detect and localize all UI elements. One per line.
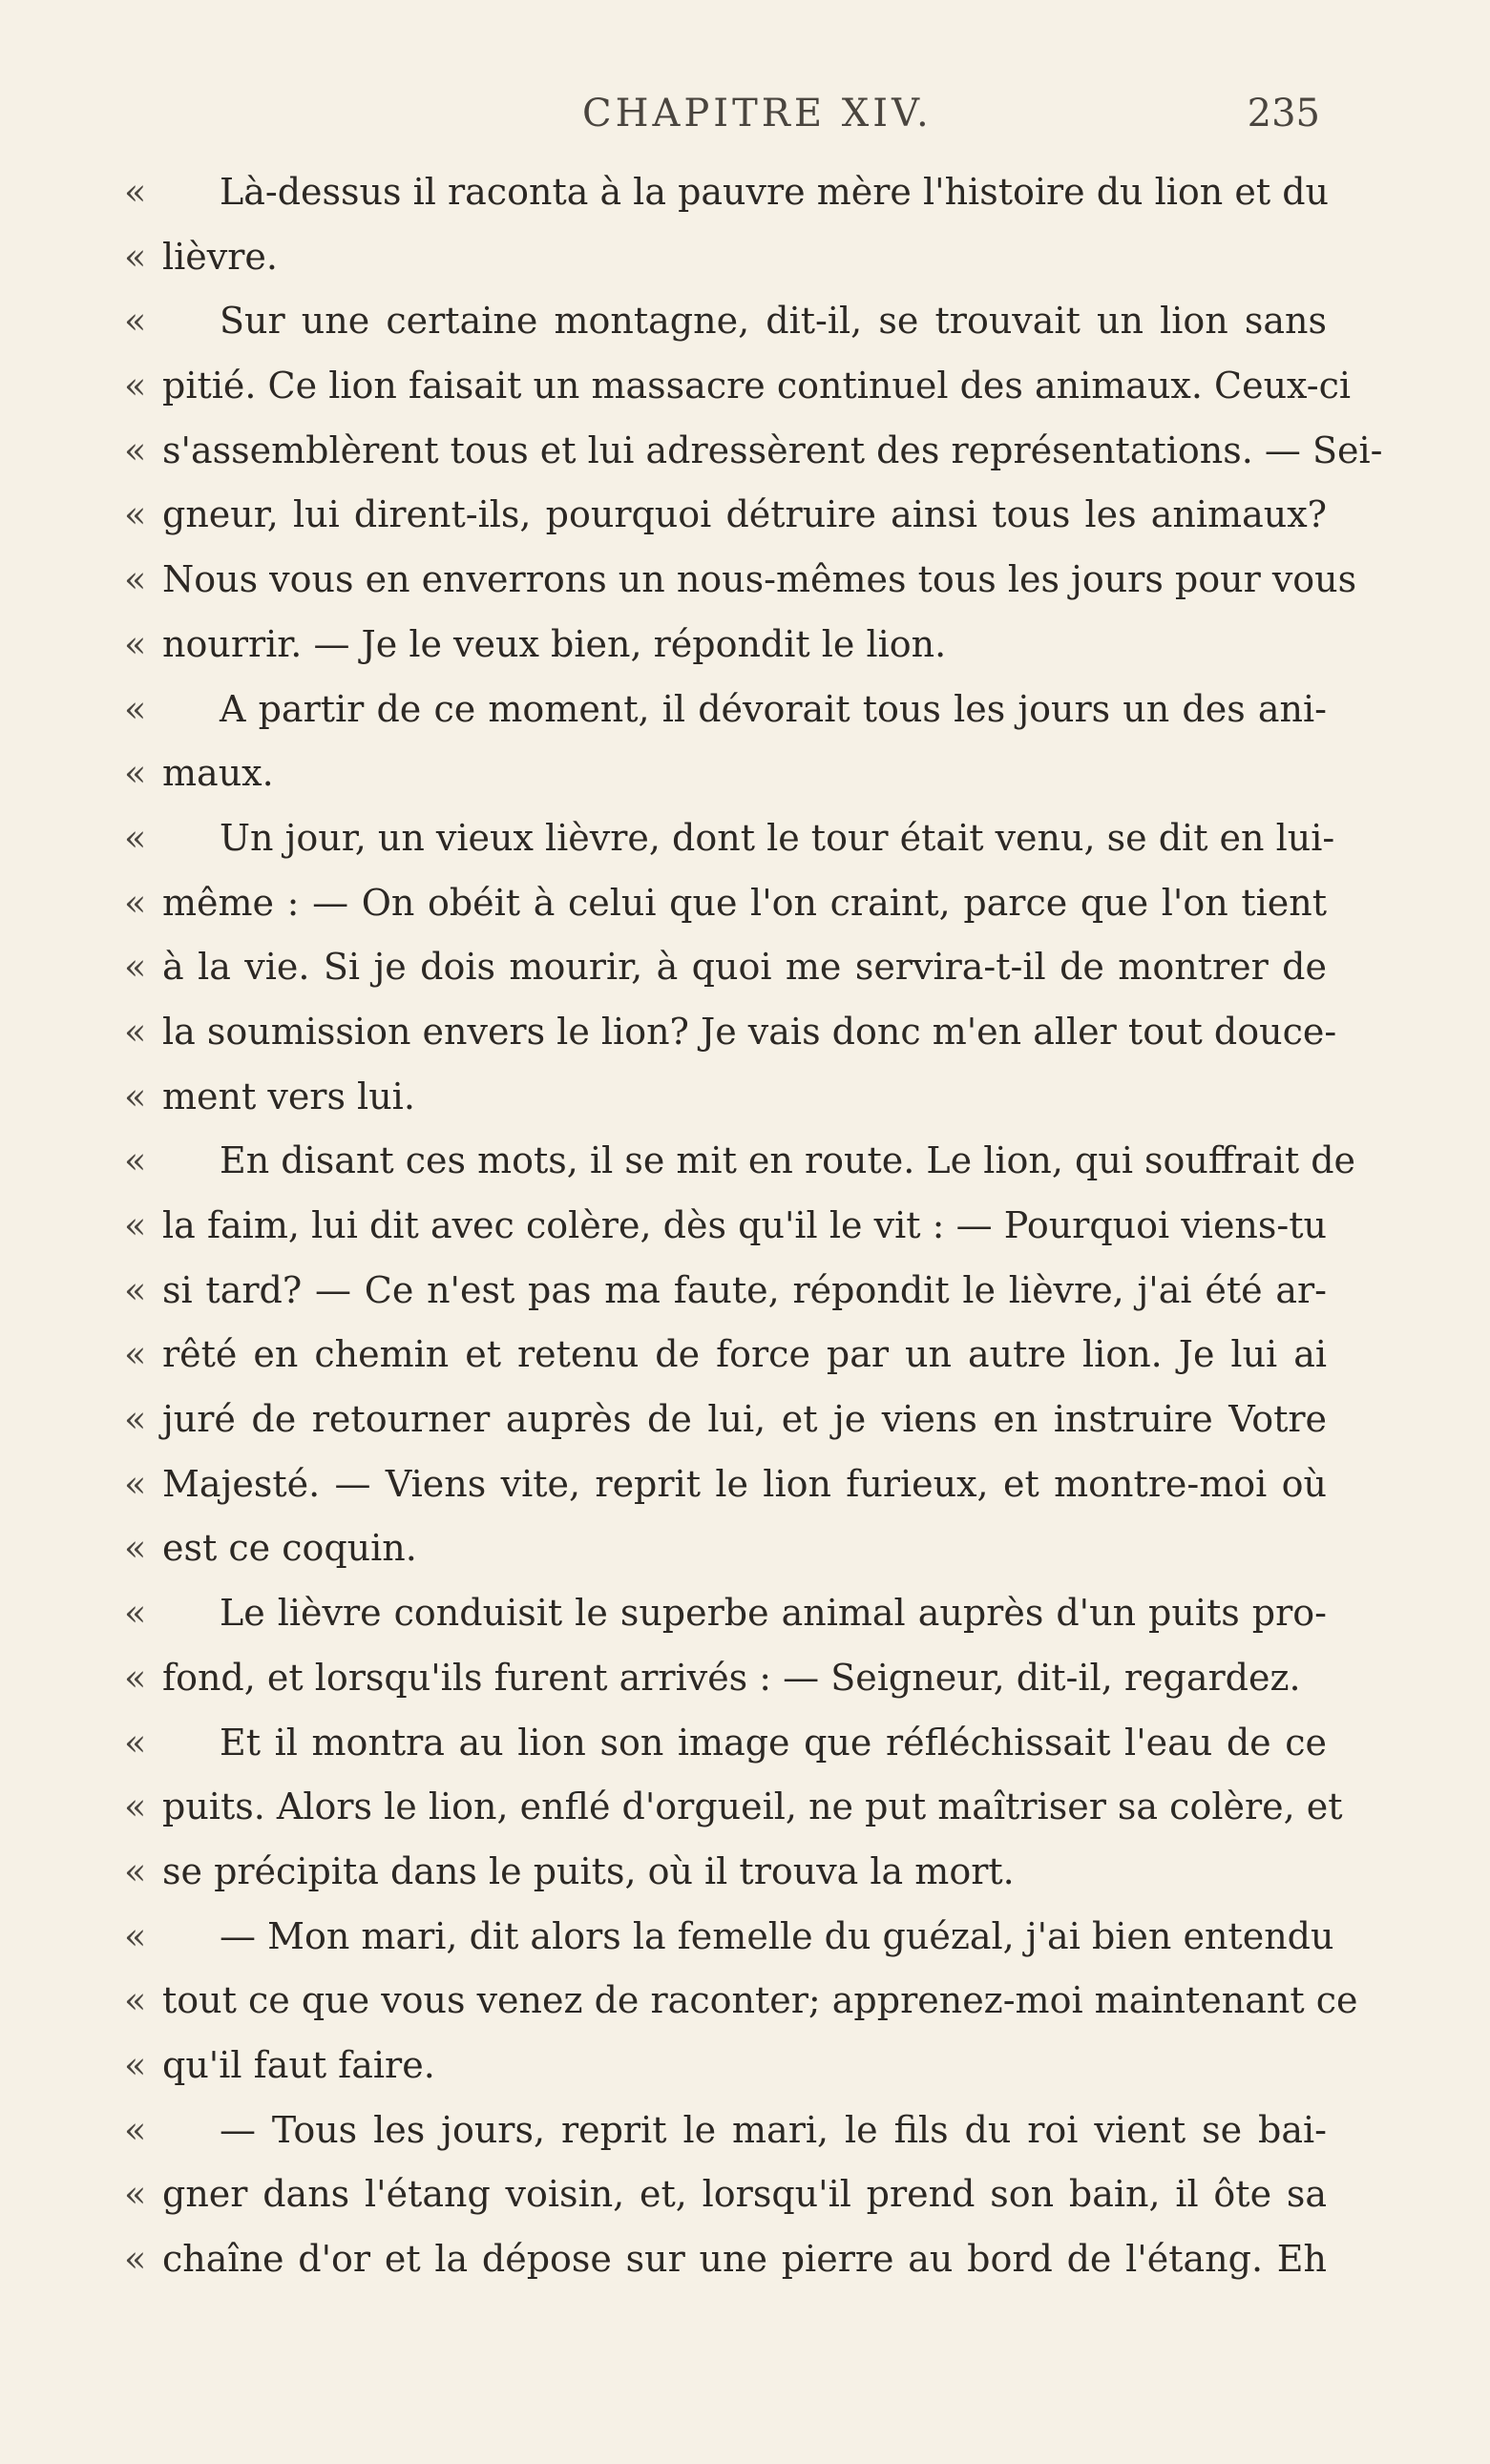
- text-line: [124, 1969, 1358, 2034]
- quote-mark: «: [124, 752, 147, 795]
- line-text: même : — On obéit à celui que l'on craint, parce que l'on tient: [162, 881, 1327, 924]
- text-line: [124, 613, 1327, 678]
- quote-mark: «: [124, 2238, 147, 2280]
- quote-mark: «: [124, 687, 147, 730]
- quote-mark: «: [124, 558, 147, 601]
- line-text: tout ce que vous venez de raconter; apprenez-moi maintenant ce: [162, 1979, 1358, 2022]
- running-title: CHAPITRE XIV.: [582, 92, 933, 136]
- line-text: — Mon mari, dit alors la femelle du guézal, j'ai bien entendu: [220, 1914, 1334, 1957]
- line-text: la faim, lui dit avec colère, dès qu'il le vit : — Pourquoi viens-tu: [162, 1204, 1327, 1246]
- text-line: [124, 1323, 1327, 1388]
- quote-mark: «: [124, 300, 147, 343]
- quote-mark: «: [124, 946, 147, 989]
- line-text: A partir de ce moment, il dévorait tous les jours un des ani-: [220, 687, 1327, 730]
- text-line: [124, 2034, 1327, 2099]
- text-line: [124, 2227, 1327, 2292]
- line-text: Le lièvre conduisit le superbe animal auprès d'un puits pro-: [220, 1592, 1327, 1635]
- line-text: maux.: [162, 752, 274, 795]
- line-text: si tard? — Ce n'est pas ma faute, répondit le lièvre, j'ai été ar-: [162, 1268, 1327, 1311]
- line-text: à la vie. Si je dois mourir, à quoi me servira-t-il de montrer de: [162, 946, 1327, 989]
- text-line: [124, 548, 1357, 613]
- text-line: [124, 483, 1327, 548]
- quote-mark: «: [124, 1010, 147, 1053]
- line-text: rêté en chemin et retenu de force par un autre lion. Je lui ai: [162, 1333, 1327, 1376]
- line-text: est ce coquin.: [162, 1527, 417, 1570]
- quote-mark: «: [124, 1721, 147, 1764]
- line-text: Majesté. — Viens vite, reprit le lion furieux, et montre-moi où: [162, 1462, 1327, 1505]
- text-line: [124, 1905, 1334, 1970]
- text-line: [124, 1775, 1343, 1840]
- line-text: chaîne d'or et la dépose sur une pierre au bord de l'étang. Eh: [162, 2238, 1327, 2280]
- quote-mark: «: [124, 1268, 147, 1311]
- quote-mark: «: [124, 816, 147, 859]
- line-text: En disant ces mots, il se mit en route. Le lion, qui souffrait de: [220, 1139, 1356, 1182]
- quote-mark: «: [124, 1592, 147, 1635]
- page-number: 235: [1247, 92, 1320, 136]
- text-line: [124, 1840, 1327, 1905]
- text-line: [124, 2162, 1327, 2227]
- text-line: [124, 289, 1327, 354]
- line-text: juré de retourner auprès de lui, et je viens en instruire Votre: [162, 1398, 1327, 1441]
- quote-mark: «: [124, 493, 147, 536]
- text-line: [124, 1646, 1327, 1711]
- text-line: [124, 806, 1335, 871]
- quote-mark: «: [124, 1398, 147, 1441]
- quote-mark: «: [124, 1527, 147, 1570]
- line-text: se précipita dans le puits, où il trouva la mort.: [162, 1849, 1015, 1892]
- line-text: puits. Alors le lion, enflé d'orgueil, ne put maîtriser sa colère, et: [162, 1785, 1343, 1828]
- quote-mark: «: [124, 1914, 147, 1957]
- quote-mark: «: [124, 1656, 147, 1699]
- quote-mark: «: [124, 428, 147, 471]
- text-line: [124, 1065, 1327, 1130]
- text-line: [124, 1711, 1327, 1776]
- text-line: [124, 225, 1327, 290]
- text-line: [124, 2099, 1327, 2163]
- line-text: gneur, lui dirent-ils, pourquoi détruire ainsi tous les animaux?: [162, 493, 1327, 536]
- quote-mark: «: [124, 2108, 147, 2151]
- quote-mark: «: [124, 1462, 147, 1505]
- text-line: [124, 419, 1383, 484]
- text-line: [124, 1516, 1327, 1581]
- line-text: — Tous les jours, reprit le mari, le fils du roi vient se bai-: [220, 2108, 1327, 2151]
- quote-mark: «: [124, 2173, 147, 2216]
- text-line: [124, 160, 1327, 225]
- line-text: pitié. Ce lion faisait un massacre continuel des animaux. Ceux-ci: [162, 365, 1352, 407]
- text-line: [124, 871, 1327, 936]
- text-line: [124, 354, 1352, 419]
- text-line: [124, 678, 1327, 742]
- line-text: fond, et lorsqu'ils furent arrivés : — Seigneur, dit-il, regardez.: [162, 1656, 1301, 1699]
- text-line: [124, 1194, 1327, 1259]
- quote-mark: «: [124, 881, 147, 924]
- text-line: [124, 1452, 1327, 1517]
- page-header: [0, 92, 1490, 149]
- line-text: qu'il faut faire.: [162, 2043, 435, 2086]
- text-line: [124, 741, 1327, 806]
- quote-mark: «: [124, 2043, 147, 2086]
- quote-mark: «: [124, 1139, 147, 1182]
- line-text: nourrir. — Je le veux bien, répondit le lion.: [162, 622, 947, 665]
- text-line: [124, 1129, 1356, 1194]
- body-text: [124, 160, 1383, 2292]
- quote-mark: «: [124, 1333, 147, 1376]
- line-text: lièvre.: [162, 235, 278, 278]
- line-text: ment vers lui.: [162, 1075, 415, 1117]
- quote-mark: «: [124, 1785, 147, 1828]
- quote-mark: «: [124, 365, 147, 407]
- quote-mark: «: [124, 1849, 147, 1892]
- line-text: Là-dessus il raconta à la pauvre mère l'histoire du lion et du: [220, 171, 1329, 213]
- text-line: [124, 1581, 1327, 1646]
- text-line: [124, 1259, 1327, 1324]
- quote-mark: «: [124, 235, 147, 278]
- line-text: s'assemblèrent tous et lui adressèrent des représentations. — Sei-: [162, 428, 1383, 471]
- line-text: Sur une certaine montagne, dit-il, se trouvait un lion sans: [220, 300, 1327, 343]
- quote-mark: «: [124, 1979, 147, 2022]
- text-line: [124, 1388, 1327, 1452]
- text-line: [124, 1000, 1337, 1065]
- quote-mark: «: [124, 622, 147, 665]
- line-text: gner dans l'étang voisin, et, lorsqu'il prend son bain, il ôte sa: [162, 2173, 1327, 2216]
- quote-mark: «: [124, 1204, 147, 1246]
- quote-mark: «: [124, 1075, 147, 1117]
- line-text: Et il montra au lion son image que réfléchissait l'eau de ce: [220, 1721, 1327, 1764]
- line-text: Nous vous en enverrons un nous-mêmes tous les jours pour vous: [162, 558, 1357, 601]
- quote-mark: «: [124, 171, 147, 213]
- line-text: Un jour, un vieux lièvre, dont le tour était venu, se dit en lui-: [220, 816, 1335, 859]
- line-text: la soumission envers le lion? Je vais donc m'en aller tout douce-: [162, 1010, 1337, 1053]
- text-line: [124, 935, 1327, 1000]
